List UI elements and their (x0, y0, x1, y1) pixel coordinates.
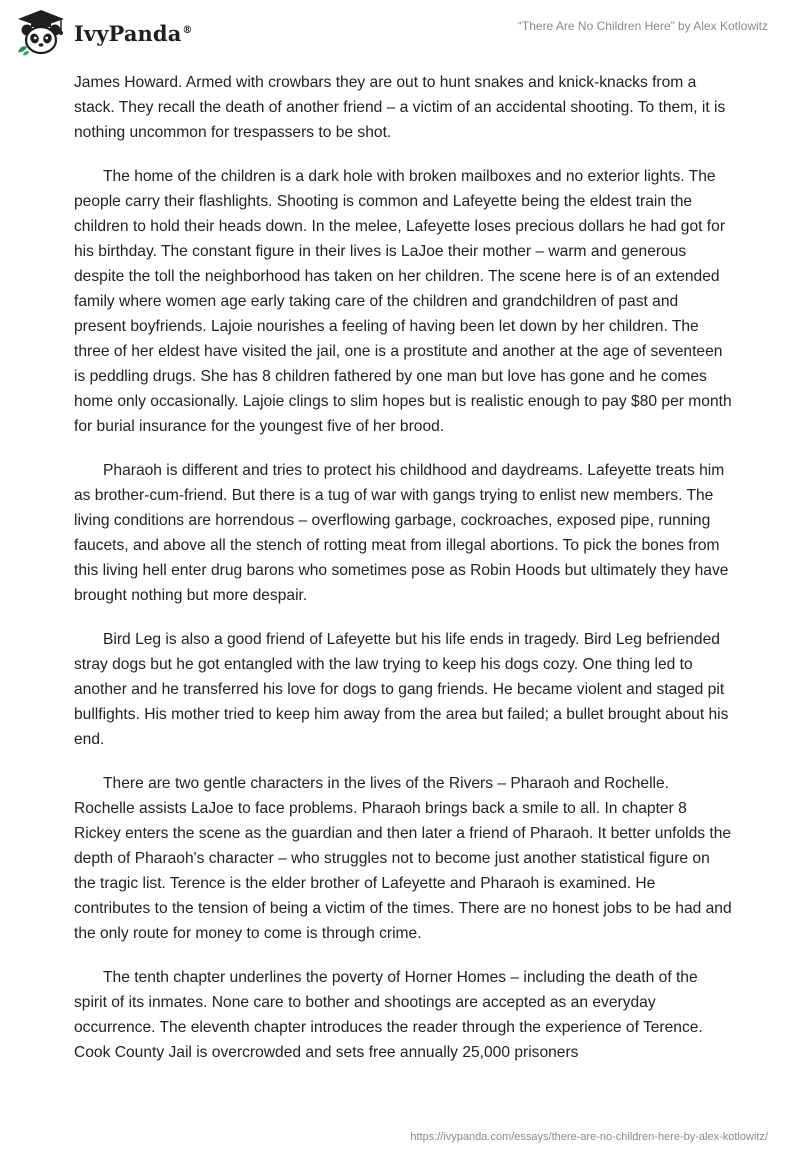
panda-graduate-icon (14, 8, 68, 56)
paragraph-6: The tenth chapter underlines the poverty of Horner Homes – including the death of the spirit of its inmates. None care to bother and shootings are accepted as an everyday occurrence. The eleventh chapter introduces the reader through the experience of Terence. Cook County Jail is overcrowded and sets free annually 25,000 prisoners (74, 969, 703, 1061)
running-title: “There Are No Children Here” by Alex Kotlowitz (517, 19, 768, 33)
registered-mark: ® (182, 24, 193, 36)
logo-wordmark: IvyPanda® (74, 20, 193, 46)
paragraph-5: There are two gentle characters in the lives of the Rivers – Pharaoh and Rochelle. Rochelle assists LaJoe to face problems. Pharaoh brings back a smile to all. In chapter 8 Rickey enters the scene as the guardian and then later a friend of Pharaoh. It better unfolds the depth of Pharaoh's character – who struggles not to become just another statistical figure on the tragic list. Terence is the elder brother of Lafeyette and Pharaoh is examined. He contributes to the tension of being a victim of the times. There are no honest jobs to be had and the only route for money to come is through crime. (74, 775, 732, 942)
source-url[interactable]: https://ivypanda.com/essays/there-are-no-children-here-by-alex-kotlowitz/ (410, 1131, 768, 1143)
essay-body (74, 70, 734, 1084)
paragraph-3: Pharaoh is different and tries to protect his childhood and daydreams. Lafeyette treats him as brother-cum-friend. But there is a tug of war with gangs trying to enlist new members. The living conditions are horrendous – overflowing garbage, cockroaches, exposed pipe, running faucets, and above all the stench of rotting meat from illegal abortions. To pick the bones from this living hell enter drug barons who sometimes pose as Robin Hoods but ultimately they have brought nothing but more despair. (74, 462, 729, 604)
ivypanda-logo[interactable] (14, 8, 193, 56)
paragraph-4: Bird Leg is also a good friend of Lafeyette but his life ends in tragedy. Bird Leg befriended stray dogs but he got entangled with the law trying to keep his dogs cozy. One thing led to another and he transferred his love for dogs to gang friends. He became violent and staged pit bullfights. His mother tried to keep him away from the area but failed; a bullet brought about his end. (74, 631, 729, 748)
paragraph-2: The home of the children is a dark hole with broken mailboxes and no exterior lights. The people carry their flashlights. Shooting is common and Lafeyette being the eldest train the children to hold their heads down. In the melee, Lafeyette loses precious dollars he had got for his birthday. The constant figure in their lives is LaJoe their mother – warm and generous despite the toll the neighborhood has taken on her children. The scene here is of an extended family where women age early taking care of the children and grandchildren of past and present boyfriends. Lajoie nourishes a feeling of having been let down by her children. The three of her eldest have visited the jail, one is a prostitute and another at the age of seventeen is peddling drugs. She has 8 children fathered by one man but love has gone and he comes home only occasionally. Lajoie clings to slim hopes but is realistic enough to pay $80 per month for burial insurance for the youngest five of her brood. (74, 168, 732, 435)
paragraph-1: James Howard. Armed with crowbars they are out to hunt snakes and knick-knacks from a stack. They recall the death of another friend – a victim of an accidental shooting. To them, it is nothing uncommon for trespassers to be shot. (74, 74, 726, 141)
page-header (0, 0, 800, 64)
